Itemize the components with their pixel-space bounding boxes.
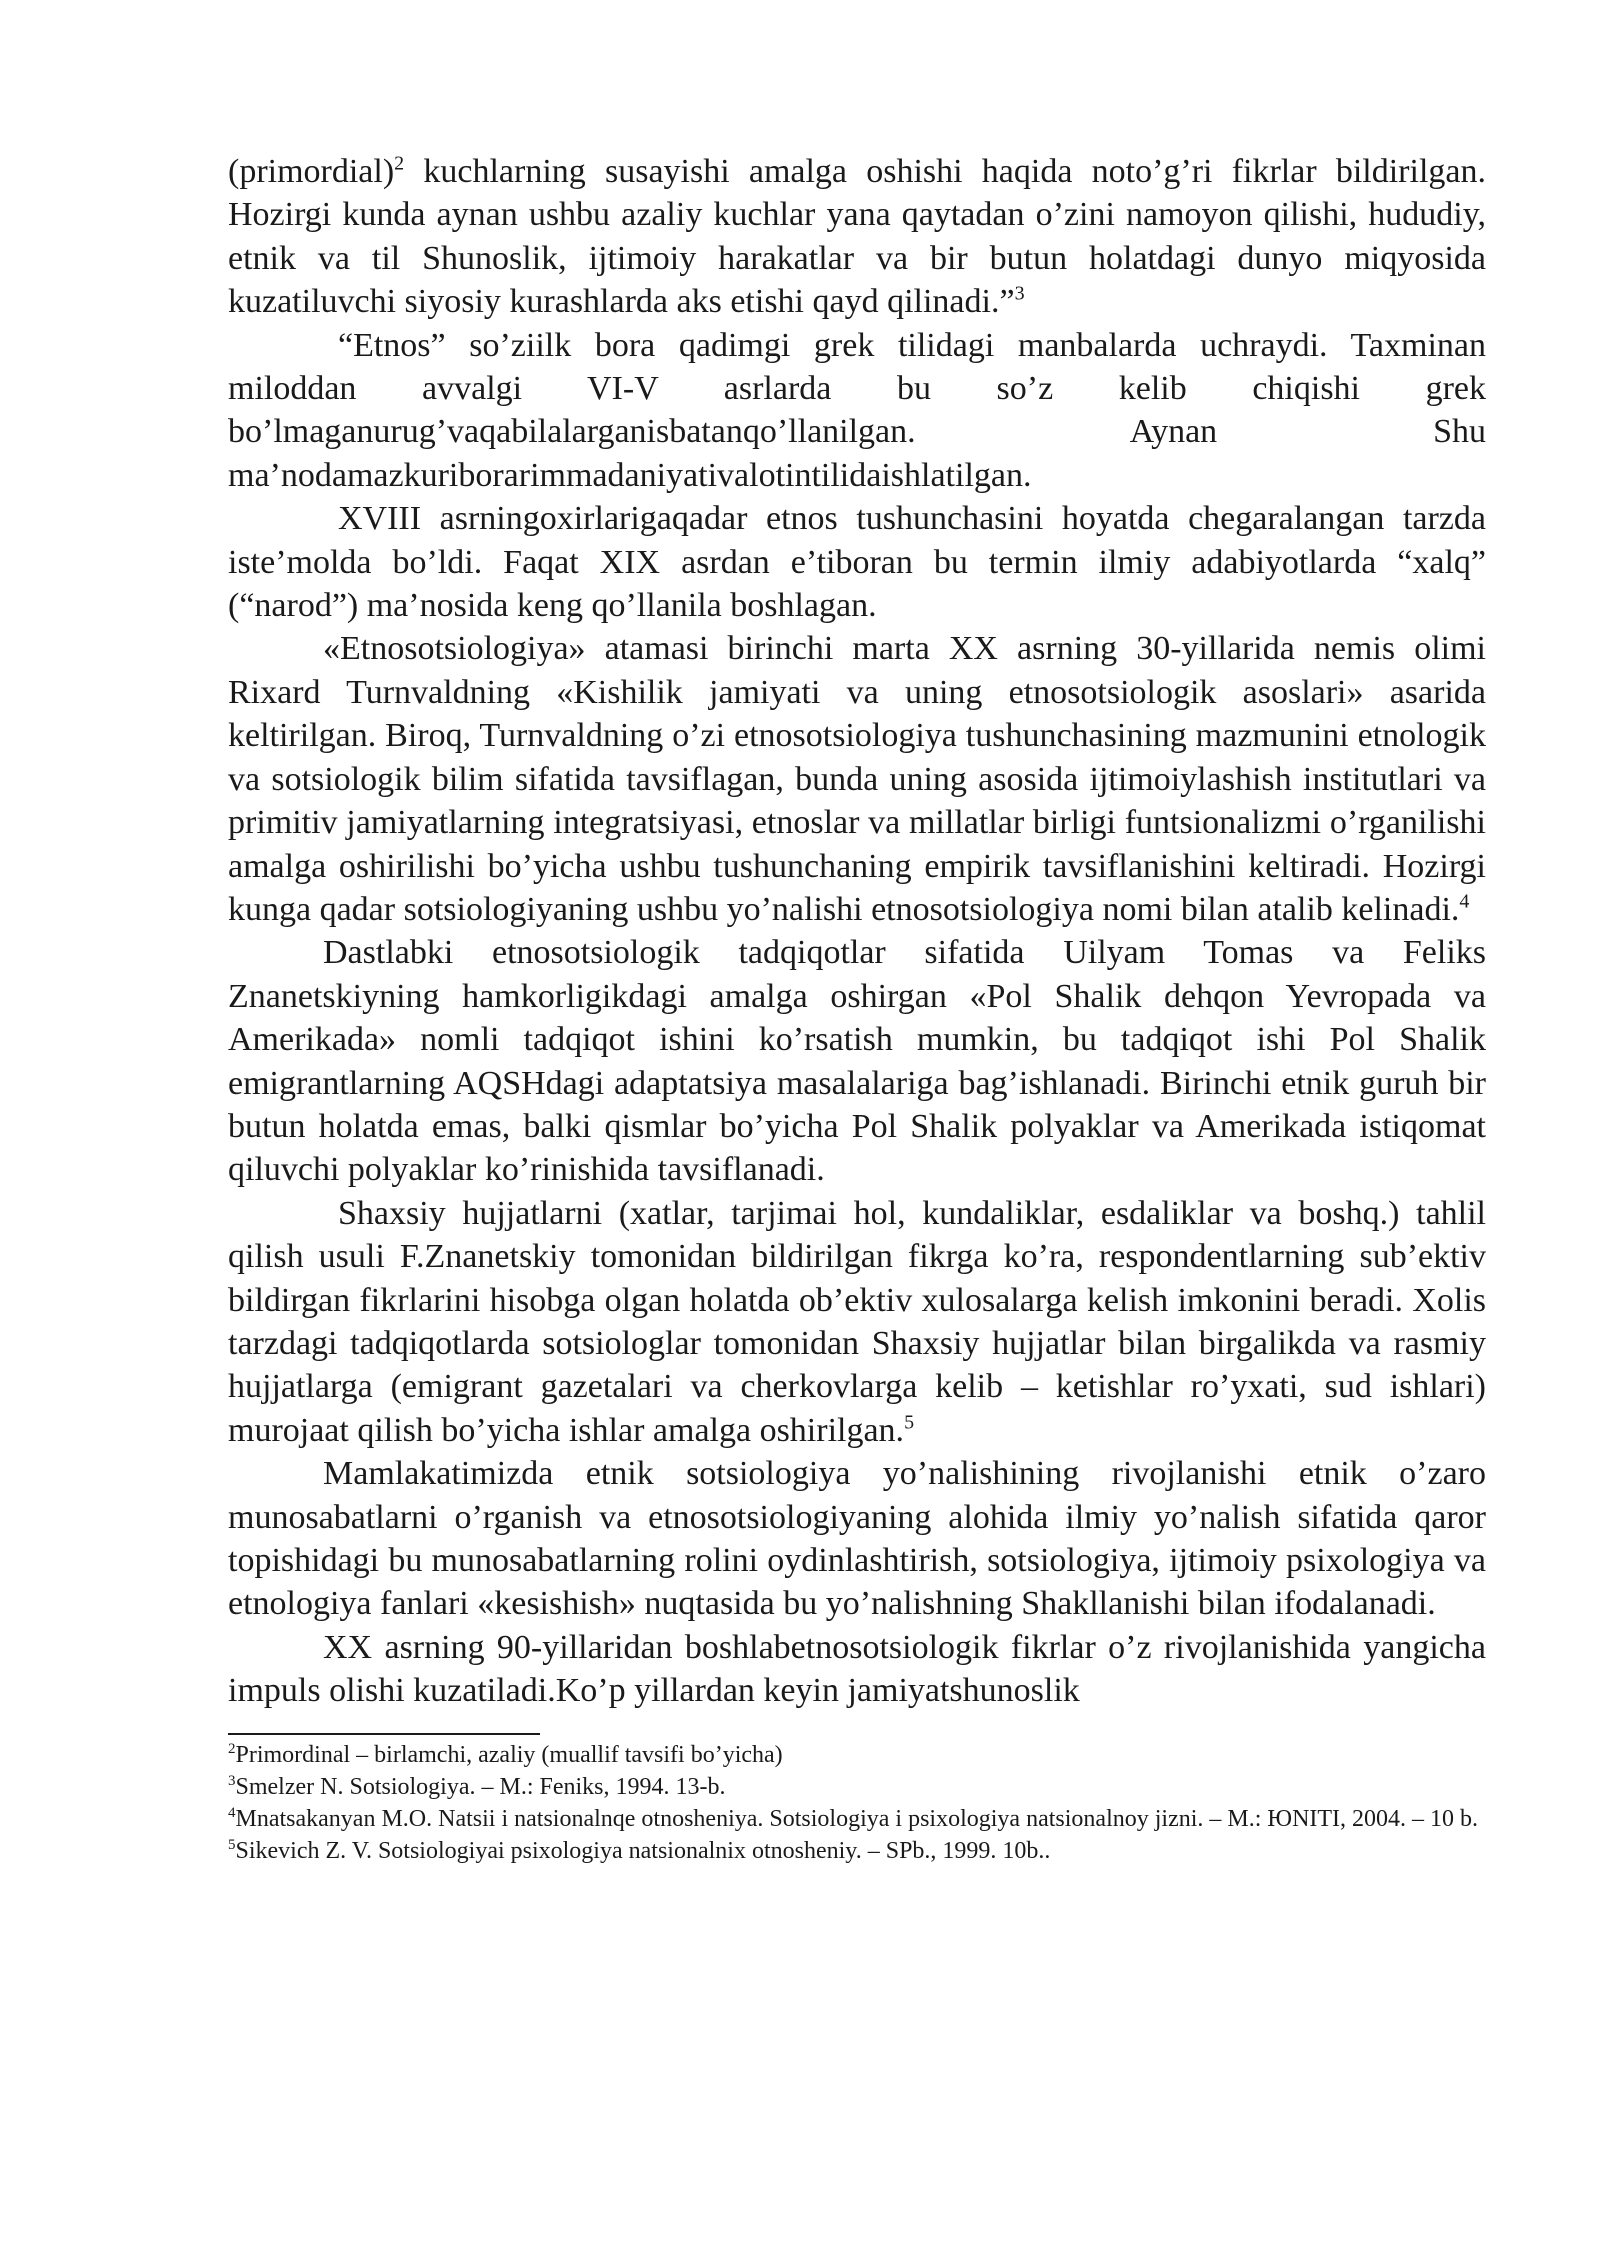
- footnote-2: [228, 1739, 1486, 1771]
- footnote-4: [228, 1803, 1486, 1835]
- paragraph-text: Shaxsiy hujjatlarni (xatlar, tarjimai hol, kundaliklar, esdaliklar va boshq.) tahlil qilish usuli F.Znanetskiy tomonidan bildirilgan fikrga ko’ra, respondentlarning sub’ektiv bildirgan fikrlarini hisobga olgan holatda ob’ektiv xulosalarga kelish imkonini beradi. Xolis tarzdagi tadqiqotlarda sotsiologlar tomonidan Shaxsiy hujjatlar bilan birgalikda va rasmiy hujjatlarga (emigrant gazetalari va cherkovlarga kelib – ketishlar ro’yxati, sud ishlari) murojaat qilish bo’yicha ishlar amalga oshirilgan.: [228, 1194, 1486, 1449]
- footnote-text: Smelzer N. Sotsiologiya. – M.: Feniks, 1994. 13-b.: [235, 1773, 726, 1800]
- paragraph-lead: (primordial): [228, 153, 395, 190]
- paragraph-4: [228, 627, 1486, 931]
- paragraph-text: Mamlakatimizda etnik sotsiologiya yo’nalishining rivojlanishi etnik o’zaro munosabatlarni o’rganish va etnosotsiologiyaning alohida ilmiy yo’nalish sifatida qaror topishidagi bu munosabatlarning rolini oydinlashtirish, sotsiologiya, ijtimoiy psixologiya va etnologiya fanlari «kesishish» nuqtasida bu yo’nalishning Shakllanishi bilan ifodalanadi.: [228, 1455, 1486, 1623]
- footnote-ref: 2: [394, 152, 405, 175]
- document-page: [228, 150, 1486, 1867]
- paragraph-2: [228, 324, 1486, 498]
- footnote-number: 5: [228, 1836, 236, 1853]
- footnote-3: [228, 1771, 1486, 1803]
- body-text: [228, 150, 1486, 1713]
- paragraph-text: Dastlabki etnosotsiologik tadqiqotlar sifatida Uilyam Tomas va Feliks Znanetskiyning hamkorligikdagi amalga oshirgan «Pol Shalik dehqon Yevropada va Amerikada» nomli tadqiqot ishini ko’rsatish mumkin, bu tadqiqot ishi Pol Shalik emigrantlarning AQSHdagi adaptatsiya masalalariga bag’ishlanadi. Birinchi etnik guruh bir butun holatda emas, balki qismlar bo’yicha Pol Shalik polyaklar va Amerikada istiqomat qiluvchi polyaklar ko’rinishida tavsiflanadi.: [228, 934, 1486, 1189]
- paragraph-5: [228, 931, 1486, 1191]
- footnote-number: 4: [228, 1804, 236, 1821]
- footnote-number: 3: [228, 1772, 236, 1789]
- paragraph-text: kuchlarning susayishi amalga oshishi haqida noto’g’ri fikrlar bildirilgan. Hozirgi kunda aynan ushbu azaliy kuchlar yana qaytadan o’zini namoyon qilishi, hududiy, etnik va til Shunoslik, ijtimoiy harakatlar va bir butun holatdagi dunyo miqyosida kuzatiluvchi siyosiy kurashlarda aks etishi qayd qilinadi.”: [228, 153, 1486, 321]
- paragraph-text: XVIII asrningoxirlarigaqadar etnos tushunchasini hoyatda chegaralangan tarzda iste’molda bo’ldi. Faqat XIX asrdan e’tiboran bu termin ilmiy adabiyotlarda “xalq” (“narod”) ma’nosida keng qo’llanila boshlagan.: [228, 500, 1486, 625]
- paragraph-8: [228, 1626, 1486, 1713]
- footnote-text: Primordinal – birlamchi, azaliy (muallif tavsifi bo’yicha): [235, 1741, 783, 1768]
- paragraph-6: [228, 1192, 1486, 1452]
- footnote-ref: 5: [904, 1411, 915, 1434]
- footnote-divider: [228, 1733, 540, 1735]
- footnote-ref: 3: [1014, 282, 1025, 305]
- paragraph-3: [228, 497, 1486, 627]
- paragraph-text: “Etnos” so’ziilk bora qadimgi grek tilidagi manbalarda uchraydi. Taxminan miloddan avvalgi VI-V asrlarda bu so’z kelib chiqishi grek bo’lmaganurug’vaqabilalarganisbatanqo’llanilgan. Aynan Shu ma’nodamazkuriborarimmadaniyativalotintilidaishlatilgan.: [228, 326, 1486, 494]
- paragraph-7: [228, 1452, 1486, 1626]
- paragraph-1: [228, 150, 1486, 324]
- footnotes: [228, 1739, 1486, 1867]
- footnote-ref: 4: [1459, 890, 1470, 913]
- paragraph-text: «Etnosotsiologiya» atamasi birinchi marta XX asrning 30-yillarida nemis olimi Rixard Turnvaldning «Kishilik jamiyati va uning etnosotsiologik asoslari» asarida keltirilgan. Biroq, Turnvaldning o’zi etnosotsiologiya tushunchasining mazmunini etnologik va sotsiologik bilim sifatida tavsiflagan, bunda uning asosida ijtimoiylashish institutlari va primitiv jamiyatlarning integratsiyasi, etnoslar va millatlar birligi funtsionalizmi o’rganilishi amalga oshirilishi bo’yicha ushbu tushunchaning empirik tavsiflanishini keltiradi. Hozirgi kunga qadar sotsiologiyaning ushbu yo’nalishi etnosotsiologiya nomi bilan atalib kelinadi.: [228, 630, 1486, 928]
- footnote-text: Mnatsakanyan M.O. Natsii i natsionalnqe otnosheniya. Sotsiologiya i psixologiya natsionalnoy jizni. – M.: ЮNITI, 2004. – 10 b.: [235, 1805, 1479, 1832]
- footnote-text: Sikevich Z. V. Sotsiologiyai psixologiya natsionalnix otnosheniy. – SPb., 1999. 10b..: [235, 1837, 1051, 1864]
- footnote-number: 2: [228, 1740, 236, 1757]
- paragraph-text: XX asrning 90-yillaridan boshlabetnosotsiologik fikrlar o’z rivojlanishida yangicha impuls olishi kuzatiladi.Ko’p yillardan keyin jamiyatshunoslik: [228, 1628, 1486, 1710]
- footnote-5: [228, 1835, 1486, 1867]
